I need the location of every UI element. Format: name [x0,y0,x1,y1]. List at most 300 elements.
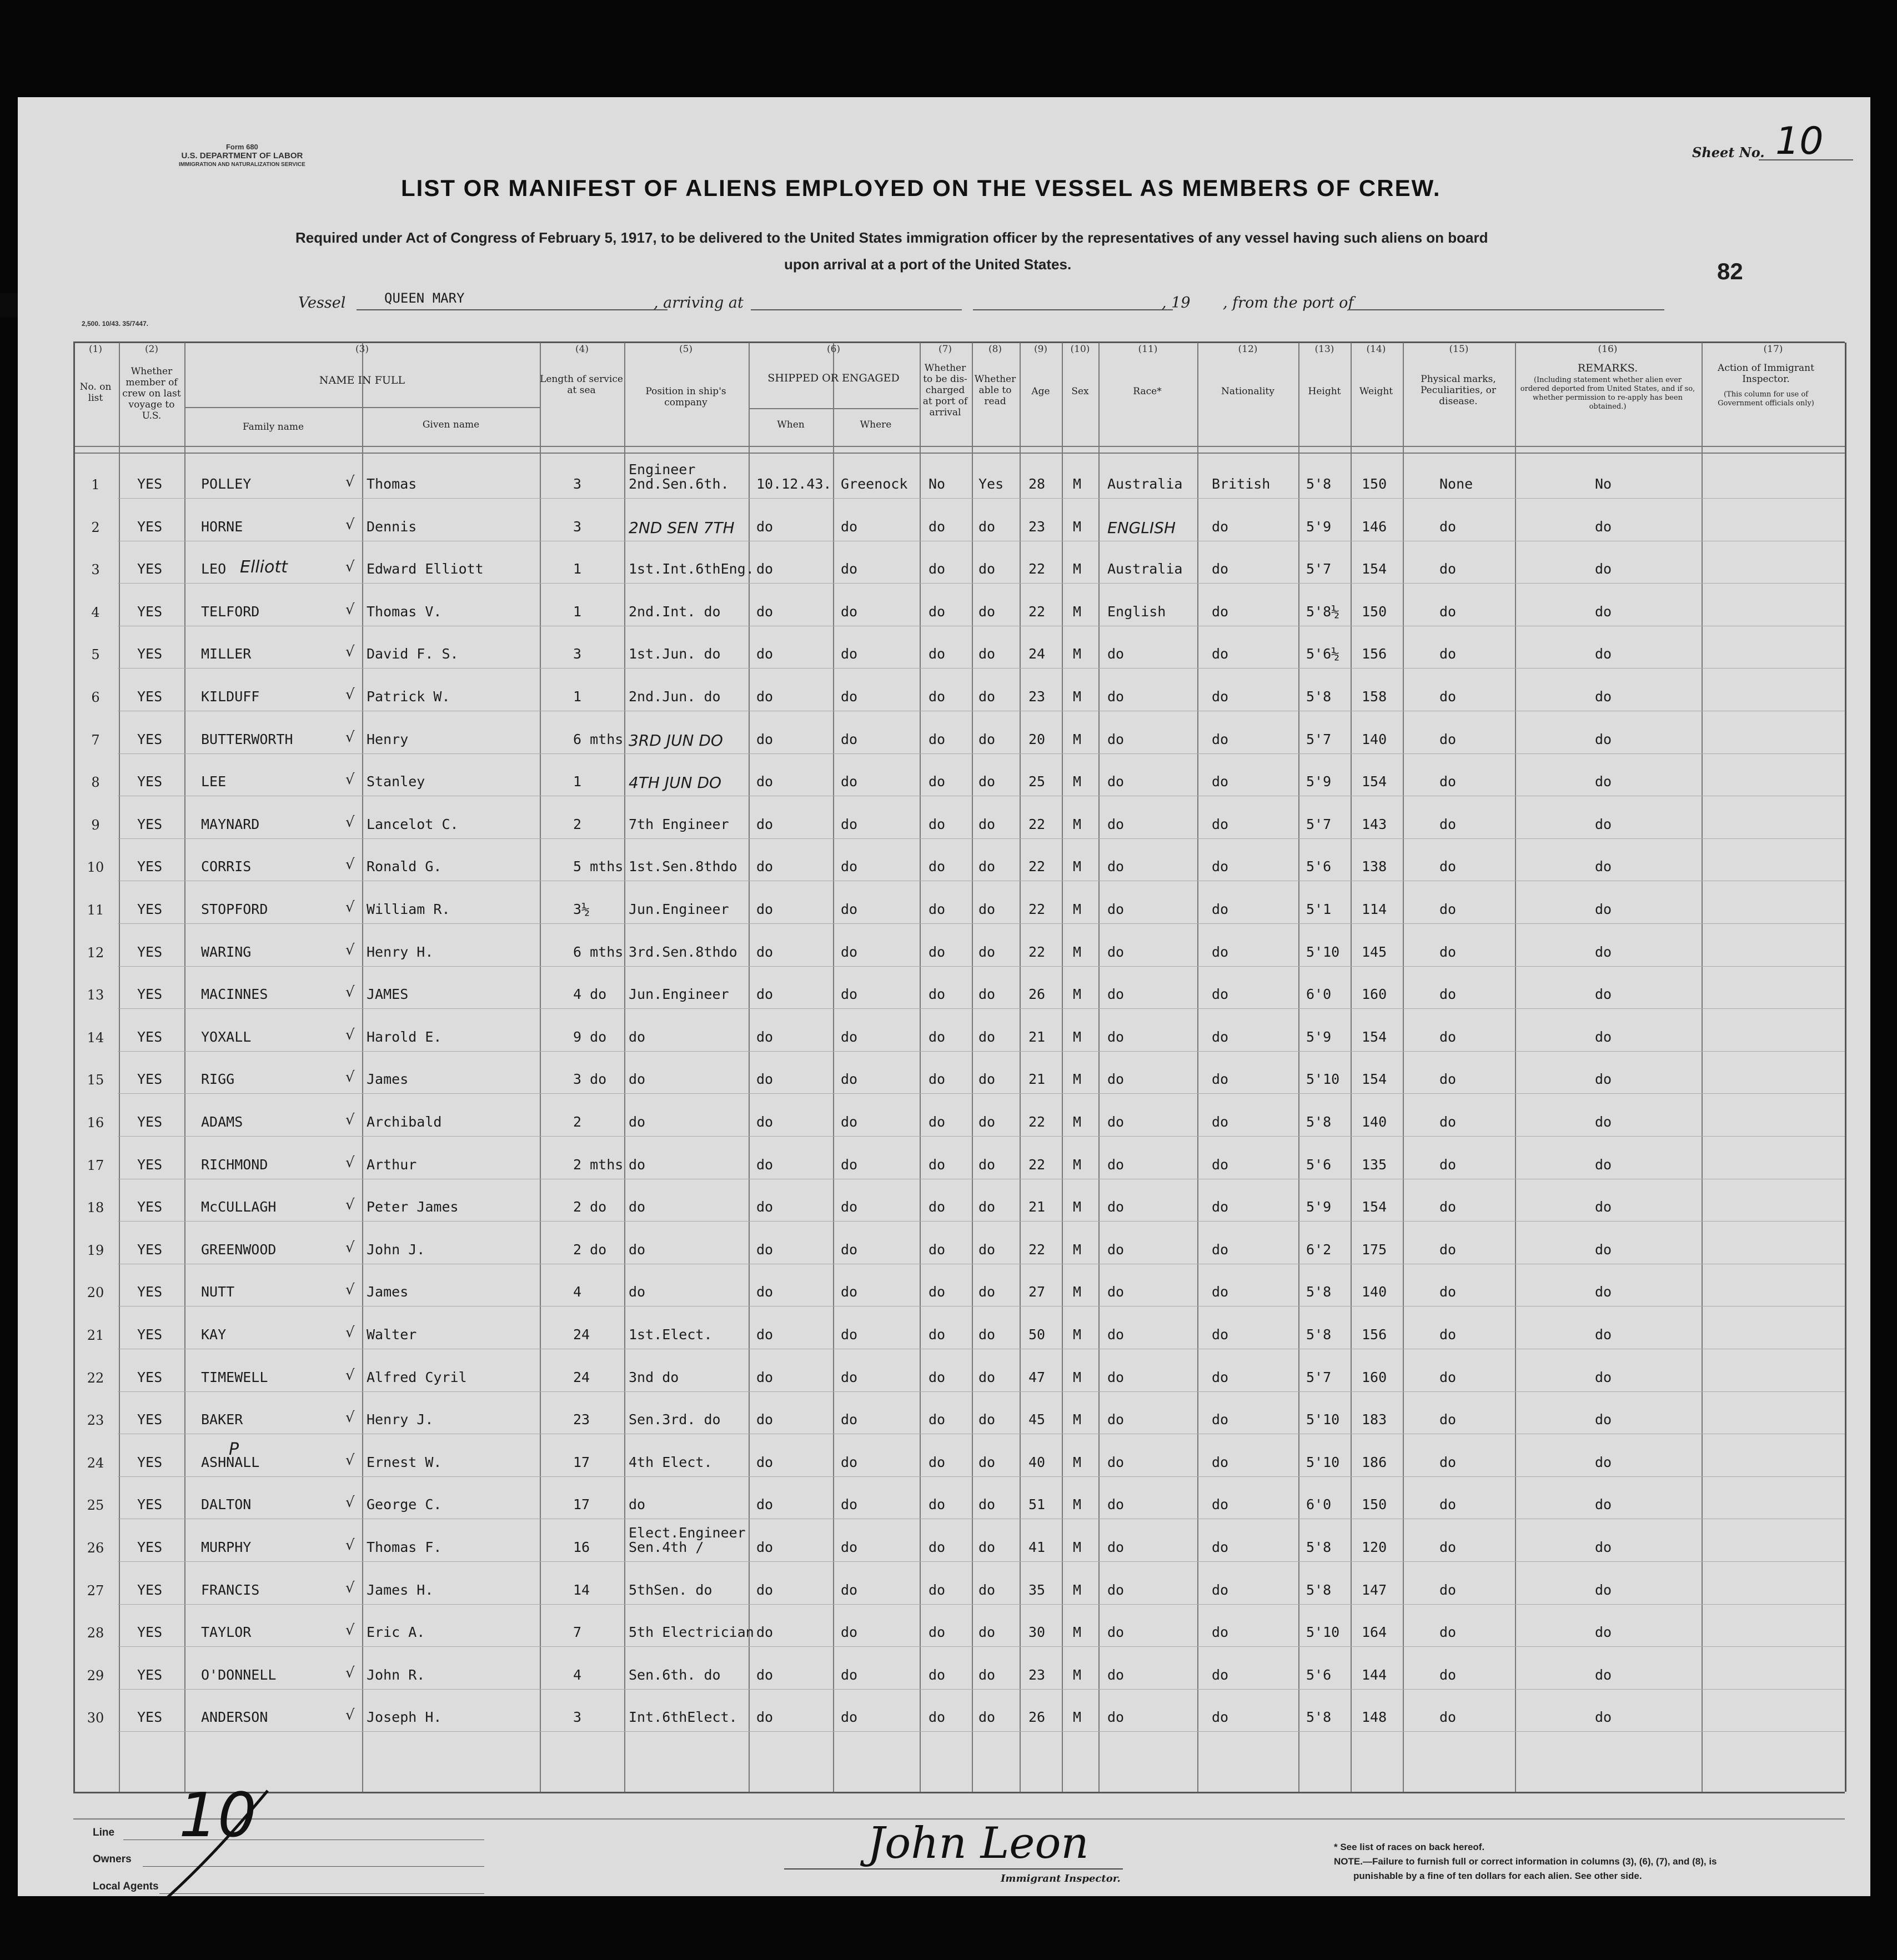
row-rule [118,966,1845,967]
header-where: Where [860,419,892,430]
row-rule [118,583,1845,584]
position-cell: 3rd.Sen.8thdo [629,943,737,960]
given-name-cell: James [367,1284,409,1300]
age-cell: 41 [1028,1539,1046,1555]
row-rule [118,1689,1845,1690]
height-cell: 5'8½ [1306,603,1340,620]
remarks-cell: do [1595,1369,1612,1385]
crew-cell: YES [137,646,163,662]
header-family-name: Family name [242,421,304,433]
service-length-cell: 2 do [573,1241,607,1258]
sex-cell: M [1073,773,1082,790]
nationality-cell: do [1212,1156,1229,1173]
weight-cell: 160 [1362,986,1387,1003]
header-action-inspector: Action of Immigrant Inspector. [1718,363,1814,385]
crew-cell: YES [137,1496,163,1513]
row-rule [118,838,1845,839]
service-length-cell: 1 [573,603,582,620]
family-name-cell: DALTON [201,1496,252,1513]
remarks-cell: do [1595,1496,1612,1513]
discharged-cell: do [929,1114,946,1130]
able-read-cell: do [978,1326,996,1343]
family-name-cell: O'DONNELL [201,1666,277,1683]
given-name-cell: JAMES [367,986,409,1003]
service-length-cell: 3½ [573,901,590,917]
position-cell: Int.6thElect. [629,1709,737,1726]
column-number: (11) [1138,344,1158,355]
crew-cell: YES [137,1326,163,1343]
shipped-when-cell: do [756,943,774,960]
shipped-when-cell: do [756,1411,774,1428]
line-number: 7 [91,732,100,748]
given-name-cell: Henry [367,731,409,747]
inspector-label: Immigrant Inspector. [1001,1873,1121,1884]
row-rule [118,1731,1845,1732]
year-prefix: , 19 [1162,294,1191,311]
able-read-cell: do [978,943,996,960]
position-cell: 1st.Int.6thEng. [629,561,754,577]
age-cell: 22 [1028,1241,1046,1258]
line-number: 11 [87,902,104,918]
height-cell: 5'8 [1306,1114,1332,1130]
nationality-cell: British [1212,476,1271,492]
height-cell: 5'9 [1306,518,1332,535]
race-cell: do [1107,731,1125,747]
shipped-when-cell: do [756,1199,774,1215]
shipped-when-cell: do [756,561,774,577]
weight-cell: 140 [1362,1114,1387,1130]
crew-cell: YES [137,1284,163,1300]
race-cell: do [1107,1369,1125,1385]
able-read-cell: do [978,1624,996,1641]
line-number: 4 [91,604,100,620]
line-number: 23 [87,1413,104,1429]
column-rule [1062,343,1063,1792]
check-mark-icon: √ [345,1451,355,1469]
shipped-when-cell: do [756,688,774,705]
able-read-cell: do [978,1581,996,1598]
department-name: U.S. DEPARTMENT OF LABOR [181,151,303,160]
row-rule [118,668,1845,669]
physical-marks-cell: do [1439,943,1457,960]
position-cell: 2ND SEN 7TH [629,518,735,537]
crew-cell: YES [137,901,163,917]
print-code: 2,500. 10/43. 35/7447. [82,320,149,328]
line-number: 27 [87,1582,104,1599]
header-position: Position in ship's company [645,386,726,408]
handwritten-count: 10 [179,1780,257,1851]
vessel-name: QUEEN MARY [384,290,465,306]
race-cell: do [1107,773,1125,790]
shipped-when-cell: do [756,986,774,1003]
able-read-cell: do [978,1496,996,1513]
family-name-cell: GREENWOOD [201,1241,277,1258]
remarks-cell: do [1595,646,1612,662]
given-name-cell: Joseph H. [367,1709,442,1726]
race-cell: do [1107,1496,1125,1513]
crew-cell: YES [137,1156,163,1173]
able-read-cell: do [978,646,996,662]
given-name-cell: Ernest W. [367,1454,442,1470]
height-cell: 6'0 [1306,986,1332,1003]
physical-marks-cell: do [1439,688,1457,705]
physical-marks-cell: do [1439,1156,1457,1173]
weight-cell: 120 [1362,1539,1387,1555]
line-number: 13 [87,987,104,1003]
discharged-cell: do [929,1411,946,1428]
crew-cell: YES [137,476,163,492]
column-number: (15) [1449,344,1469,355]
family-name-cell: KILDUFF [201,688,260,705]
height-cell: 5'8 [1306,476,1332,492]
shipped-where-cell: do [841,1199,858,1215]
family-name-cell: STOPFORD [201,901,268,917]
physical-marks-cell: do [1439,986,1457,1003]
service-length-cell: 1 [573,561,582,577]
nationality-cell: do [1212,1411,1229,1428]
height-cell: 5'7 [1306,1369,1332,1385]
physical-marks-cell: do [1439,1028,1457,1045]
shipped-where-cell: do [841,518,858,535]
given-name-cell: Eric A. [367,1624,425,1641]
shipped-when-cell: 10.12.43. [756,476,832,492]
weight-cell: 138 [1362,858,1387,875]
able-read-cell: do [978,1028,996,1045]
shipped-where-cell: do [841,561,858,577]
arriving-rule [751,309,962,310]
height-cell: 5'7 [1306,731,1332,747]
weight-cell: 154 [1362,561,1387,577]
weight-cell: 140 [1362,1284,1387,1300]
race-cell: do [1107,1028,1125,1045]
position-cell: 1st.Jun. do [629,646,721,662]
column-rule [833,343,834,1792]
row-rule [118,1051,1845,1052]
sheet-number: 10 [1775,119,1824,163]
crew-cell: YES [137,1581,163,1598]
shipped-when-cell: do [756,646,774,662]
crew-cell: YES [137,603,163,620]
discharged-cell: do [929,1284,946,1300]
nationality-cell: do [1212,1454,1229,1470]
service-length-cell: 7 [573,1624,582,1641]
header-able-read: Whether able to read [974,374,1016,407]
check-mark-icon: √ [345,1281,355,1299]
age-cell: 22 [1028,901,1046,917]
height-cell: 5'7 [1306,561,1332,577]
discharged-cell: do [929,1581,946,1598]
check-mark-icon: √ [345,984,355,1001]
physical-marks-cell: do [1439,816,1457,832]
physical-marks-cell: do [1439,731,1457,747]
row-rule [118,1093,1845,1094]
family-name-cell: NUTT [201,1284,235,1300]
shipped-when-cell: do [756,1496,774,1513]
shipped-when-cell: do [756,731,774,747]
physical-marks-cell: do [1439,1114,1457,1130]
shipped-when-cell: do [756,1114,774,1130]
service-name: IMMIGRATION AND NATURALIZATION SERVICE [179,162,305,168]
check-mark-icon: √ [345,899,355,916]
row-rule [118,753,1845,754]
line-number: 21 [87,1328,104,1343]
shipped-when-cell: do [756,1156,774,1173]
race-cell: do [1107,1624,1125,1641]
shipped-where-cell: do [841,1369,858,1385]
check-mark-icon: √ [345,559,355,576]
header-nationality: Nationality [1221,386,1274,397]
remarks-cell: do [1595,1156,1612,1173]
nationality-cell: do [1212,1114,1229,1130]
page-stamp: 82 [1717,258,1743,284]
age-cell: 22 [1028,816,1046,832]
sex-cell: M [1073,1071,1082,1088]
weight-cell: 144 [1362,1666,1387,1683]
height-cell: 5'10 [1306,1411,1340,1428]
crew-cell: YES [137,1539,163,1555]
weight-cell: 158 [1362,688,1387,705]
position-cell: Jun.Engineer [629,986,729,1003]
service-length-cell: 2 [573,1114,582,1130]
family-name-cell: BUTTERWORTH [201,731,293,747]
race-cell: do [1107,816,1125,832]
service-length-cell: 3 [573,646,582,662]
vessel-label: Vessel [298,294,346,311]
race-cell: ENGLISH [1107,518,1176,537]
line-number: 2 [91,519,100,535]
shipped-where-cell: do [841,1114,858,1130]
age-cell: 23 [1028,1666,1046,1683]
weight-cell: 154 [1362,773,1387,790]
age-cell: 35 [1028,1581,1046,1598]
shipped-split-rule [749,408,919,409]
given-name-cell: Peter James [367,1199,459,1215]
race-cell: do [1107,1454,1125,1470]
table-bottom-rule [73,1792,1845,1793]
check-mark-icon: √ [345,941,355,958]
shipped-where-cell: do [841,1624,858,1641]
shipped-where-cell: do [841,1496,858,1513]
remarks-cell: do [1595,561,1612,577]
service-length-cell: 2 [573,816,582,832]
sex-cell: M [1073,1028,1082,1045]
line-number: 17 [87,1157,104,1173]
shipped-where-cell: do [841,731,858,747]
check-mark-icon: √ [345,771,355,788]
column-number: (12) [1238,344,1258,355]
age-cell: 28 [1028,476,1046,492]
sex-cell: M [1073,561,1082,577]
service-length-cell: 4 do [573,986,607,1003]
check-mark-icon: √ [345,1197,355,1214]
remarks-cell: do [1595,1581,1612,1598]
nationality-cell: do [1212,646,1229,662]
sex-cell: M [1073,943,1082,960]
height-cell: 5'9 [1306,773,1332,790]
physical-marks-cell: do [1439,1411,1457,1428]
signature-rule [784,1868,1123,1869]
shipped-where-cell: do [841,943,858,960]
age-cell: 50 [1028,1326,1046,1343]
age-cell: 20 [1028,731,1046,747]
discharged-cell: do [929,1624,946,1641]
weight-cell: 150 [1362,603,1387,620]
crew-cell: YES [137,1028,163,1045]
nationality-cell: do [1212,943,1229,960]
physical-marks-cell: do [1439,1539,1457,1555]
family-name-cell: MACINNES [201,986,268,1003]
height-cell: 5'9 [1306,1028,1332,1045]
shipped-where-cell: do [841,1326,858,1343]
header-crew-last-voyage: Whether member of crew on last voyage to U.S. [122,366,181,421]
remarks-cell: do [1595,901,1612,917]
weight-cell: 143 [1362,816,1387,832]
form-header [179,143,305,169]
shipped-when-cell: do [756,1454,774,1470]
check-mark-icon: √ [345,1707,355,1724]
weight-cell: 156 [1362,646,1387,662]
race-cell: do [1107,688,1125,705]
age-cell: 30 [1028,1624,1046,1641]
race-cell: do [1107,1326,1125,1343]
sex-cell: M [1073,603,1082,620]
sex-cell: M [1073,688,1082,705]
family-name-cell: LEO [201,561,227,577]
race-cell: do [1107,1071,1125,1088]
race-cell: Australia [1107,561,1183,577]
discharged-cell: do [929,1539,946,1555]
line-number: 20 [87,1285,104,1301]
position-cell: do [629,1028,646,1045]
column-rule [1298,343,1299,1792]
shipped-when-cell: do [756,1071,774,1088]
remarks-cell: do [1595,518,1612,535]
family-name-cell: KAY [201,1326,227,1343]
sex-cell: M [1073,1199,1082,1215]
family-name-cell: MILLER [201,646,252,662]
column-rule [1515,343,1516,1792]
nationality-cell: do [1212,1709,1229,1726]
crew-cell: YES [137,1454,163,1470]
age-cell: 22 [1028,858,1046,875]
family-name-cell: TELFORD [201,603,260,620]
service-length-cell: 3 [573,1709,582,1726]
crew-cell: YES [137,1114,163,1130]
remarks-cell: do [1595,1241,1612,1258]
height-cell: 5'6 [1306,858,1332,875]
check-mark-icon: √ [345,728,355,746]
row-rule [118,1221,1845,1222]
line-number: 16 [87,1115,104,1130]
weight-cell: 140 [1362,731,1387,747]
remarks-cell: do [1595,986,1612,1003]
remarks-cell: do [1595,1454,1612,1470]
given-name-cell: George C. [367,1496,442,1513]
race-note: * See list of races on back hereof. [1334,1842,1485,1852]
physical-marks-cell: do [1439,646,1457,662]
discharged-cell: do [929,1496,946,1513]
header-sex: Sex [1071,386,1089,397]
shipped-when-cell: do [756,1369,774,1385]
nationality-cell: do [1212,1369,1229,1385]
column-number: (10) [1070,344,1090,355]
weight-cell: 114 [1362,901,1387,917]
physical-marks-cell: do [1439,901,1457,917]
shipped-when-cell: do [756,1028,774,1045]
weight-cell: 164 [1362,1624,1387,1641]
service-length-cell: 5 mths [573,858,624,875]
service-length-cell: 23 [573,1411,590,1428]
physical-marks-cell: do [1439,518,1457,535]
given-name-cell: John J. [367,1241,425,1258]
column-number: (13) [1314,344,1334,355]
given-name-cell: Stanley [367,773,425,790]
service-length-cell: 3 do [573,1071,607,1088]
given-name-cell: James H. [367,1581,434,1598]
height-cell: 5'10 [1306,1071,1340,1088]
sex-cell: M [1073,858,1082,875]
service-length-cell: 3 [573,518,582,535]
age-cell: 26 [1028,1709,1046,1726]
nationality-cell: do [1212,858,1229,875]
weight-cell: 150 [1362,1496,1387,1513]
position-cell: do [629,1241,646,1258]
able-read-cell: do [978,1114,996,1130]
column-rule [119,343,120,1792]
remarks-cell: do [1595,731,1612,747]
line-number: 15 [87,1072,104,1088]
discharged-cell: do [929,1709,946,1726]
shipped-where-cell: do [841,1454,858,1470]
shipped-when-cell: do [756,773,774,790]
column-number: (9) [1033,344,1048,355]
line-number: 25 [87,1497,104,1514]
weight-cell: 154 [1362,1199,1387,1215]
physical-marks-cell: do [1439,1496,1457,1513]
line-number: 9 [91,817,100,833]
discharged-cell: do [929,731,946,747]
sex-cell: M [1073,986,1082,1003]
weight-cell: 147 [1362,1581,1387,1598]
height-cell: 5'8 [1306,1581,1332,1598]
family-name-cell: BAKER [201,1411,243,1428]
column-number: (5) [679,344,693,355]
given-name-cell: Arthur [367,1156,417,1173]
sex-cell: M [1073,1496,1082,1513]
race-cell: do [1107,1114,1125,1130]
physical-marks-cell: do [1439,773,1457,790]
header-physical-marks: Physical marks, Peculiarities, or disease. [1421,374,1496,407]
header-no-on-list: No. on list [79,381,112,404]
race-cell: do [1107,1666,1125,1683]
header-discharged: Whether to be dis-charged at port of arrival [922,363,968,418]
check-mark-icon: √ [345,1494,355,1511]
race-cell: do [1107,1284,1125,1300]
line-number: 28 [87,1625,104,1641]
race-cell: do [1107,1539,1125,1555]
header-name-in-full: NAME IN FULL [319,374,405,386]
remarks-cell: do [1595,1284,1612,1300]
able-read-cell: do [978,603,996,620]
weight-cell: 186 [1362,1454,1387,1470]
service-length-cell: 2 mths [573,1156,624,1173]
table-top-rule [73,341,1845,343]
sex-cell: M [1073,1454,1082,1470]
age-cell: 21 [1028,1199,1046,1215]
physical-marks-cell: do [1439,561,1457,577]
check-mark-icon: √ [345,813,355,831]
shipped-where-cell: do [841,1581,858,1598]
